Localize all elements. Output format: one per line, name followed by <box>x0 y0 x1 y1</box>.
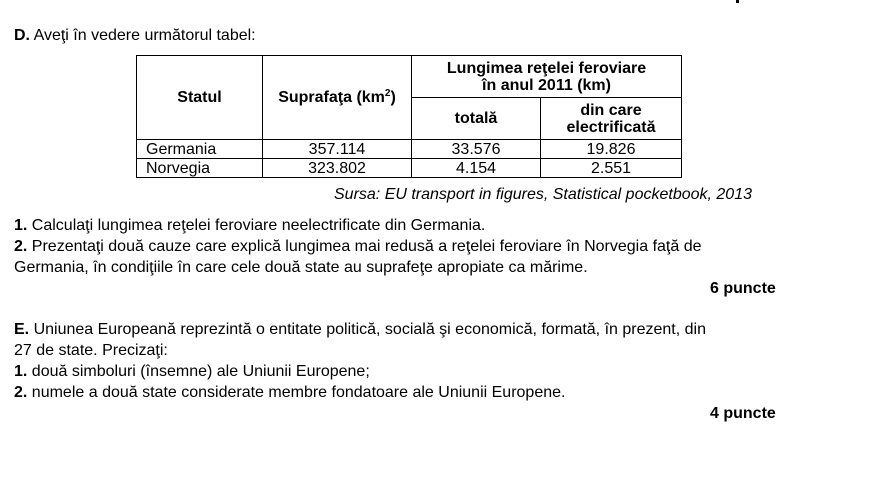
table-source: Sursa: EU transport in figures, Statistical pocketbook, 2013 <box>334 186 752 203</box>
section-d-letter: D. <box>14 27 30 44</box>
cell-electrificata: 19.826 <box>541 140 682 159</box>
table-row <box>137 140 682 159</box>
section-e-intro-continued: 27 de state. Precizaţi: <box>14 342 168 359</box>
question-d1: 1. Calculaţi lungimea reţelei feroviare neelectrificate din Germania. <box>14 217 486 234</box>
section-e-points: 4 puncte <box>710 405 776 422</box>
question-d2: 2. Prezentaţi două cauze care explică lungimea mai redusă a reţelei feroviare în Norvegia faţă de <box>14 238 702 255</box>
question-d2-continued: Germania, în condiţiile în care cele două state au suprafeţe apropiate ca mărime. <box>14 259 588 276</box>
cell-suprafata: 323.802 <box>263 159 412 178</box>
section-e-intro: E. Uniunea Europeană reprezintă o entitate politică, socială şi economică, formată, în prezent, din <box>14 321 706 338</box>
cell-electrificata: 2.551 <box>541 159 682 178</box>
railway-table <box>136 55 682 178</box>
page-edge-mark <box>736 0 739 3</box>
cell-stat: Germania <box>137 140 263 159</box>
cell-totala: 4.154 <box>412 159 541 178</box>
header-totala: totală <box>412 98 541 140</box>
section-d-heading <box>14 27 256 45</box>
cell-stat: Norvegia <box>137 159 263 178</box>
cell-totala: 33.576 <box>412 140 541 159</box>
header-suprafata: Suprafaţa $(km^2)$ <box>263 56 412 140</box>
question-e2: 2. numele a două state considerate membre fondatoare ale Uniunii Europene. <box>14 384 566 401</box>
header-statul: Statul <box>137 56 263 140</box>
section-d-intro: Aveţi în vedere următorul tabel: <box>33 27 256 44</box>
header-electrificata: din care electrificată <box>541 98 682 140</box>
question-e1: 1. două simboluri (însemne) ale Uniunii Europene; <box>14 363 370 380</box>
section-d-points: 6 puncte <box>710 280 776 297</box>
header-lungimea-retelei: Lungimea reţelei feroviare în anul 2011 (km) <box>412 56 682 98</box>
table-row <box>137 159 682 178</box>
cell-suprafata: 357.114 <box>263 140 412 159</box>
